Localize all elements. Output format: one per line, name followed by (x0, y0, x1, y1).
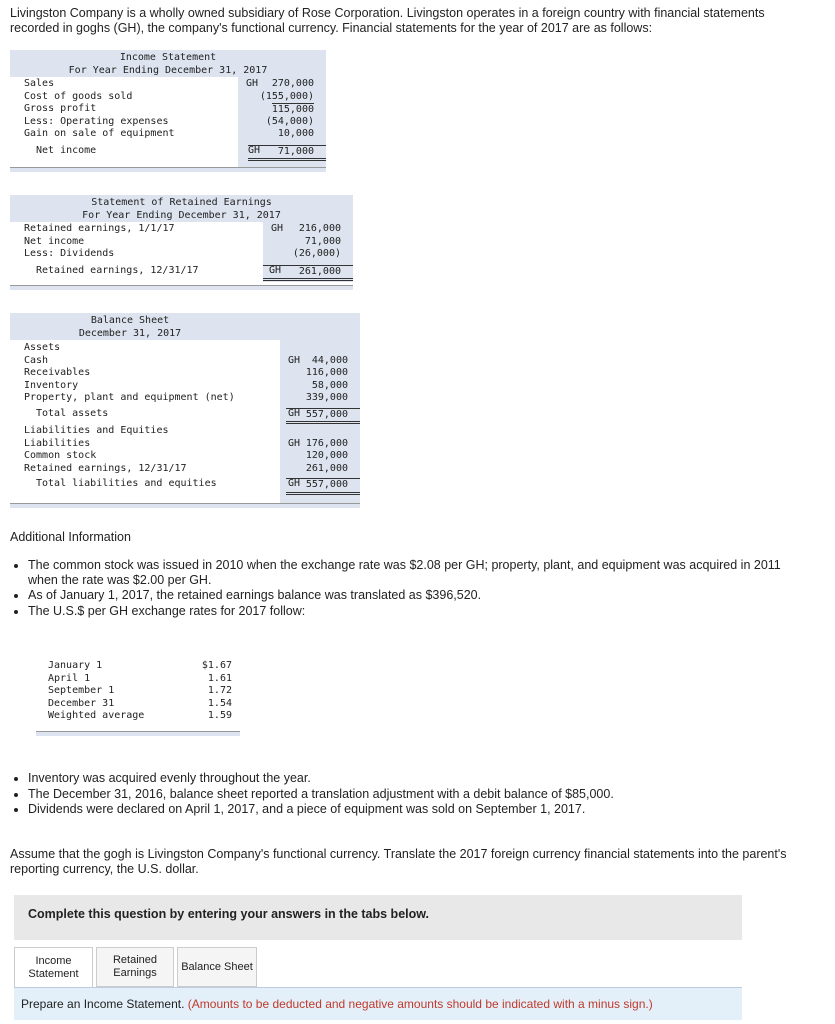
retained-earnings-subtitle: For Year Ending December 31, 2017 (82, 209, 281, 221)
question-box (14, 895, 742, 940)
retained-earnings-table (10, 195, 353, 277)
table-row: April 1 1.61 (48, 672, 232, 684)
additional-info-heading: Additional Information (10, 530, 131, 544)
tab-income-statement[interactable]: Income Statement (14, 947, 93, 987)
total-assets-row: Total assets GH 557,000 (10, 408, 360, 421)
table-row: Gross profit 115,000 (24, 103, 314, 115)
table-row: Liabilities GH 176,000 (24, 437, 348, 449)
table-row: Weighted average 1.59 (48, 710, 232, 721)
question-box-text: Complete this question by entering your answers in the tabs below. (28, 907, 429, 921)
table-row: Less: Operating expenses (54,000) (24, 115, 314, 127)
balance-sheet-table (10, 313, 360, 491)
table-row: Common stock 120,000 (24, 450, 348, 461)
table-row: Inventory 58,000 (24, 379, 348, 391)
retained-earnings-header (10, 195, 353, 223)
table-row: Gain on sale of equipment 10,000 (24, 128, 314, 139)
tab-balance-sheet[interactable]: Balance Sheet (177, 947, 257, 987)
list-item: • The common stock was issued in 2010 when the exchange rate was $2.08 per GH; property, plant, and equipment was acquired in 2011 when the rate was $2.00 per GH. (28, 558, 810, 587)
balance-sheet-subtitle: December 31, 2017 (78, 327, 182, 339)
table-row: Cost of goods sold (155,000) (24, 90, 314, 102)
liabilities-header: Liabilities and Equities (24, 425, 169, 436)
total-liabilities-row: Total liabilities and equities GH 557,000 (10, 478, 360, 491)
income-statement-subtitle: For Year Ending December 31, 2017 (68, 64, 268, 76)
table-row: Net income GH 71,000 (10, 145, 326, 158)
retained-earnings-title: Statement of Retained Earnings (91, 197, 272, 208)
assume-text: Assume that the gogh is Livingston Company's functional currency. Translate the 2017 foreign currency financial statements into the parent's reporting currency, the U.S. dollar. (10, 847, 787, 876)
balance-sheet-header (10, 313, 360, 341)
table-row: September 1 1.72 (48, 685, 232, 696)
list-item: • As of January 1, 2017, the retained earnings balance was translated as $396,520. (28, 588, 810, 603)
table-row: Cash GH 44,000 (24, 354, 348, 366)
list-item: • The December 31, 2016, balance sheet reported a translation adjustment with a debit balance of $85,000. (28, 787, 810, 802)
table-row: Retained earnings, 12/31/17 261,000 (24, 462, 348, 474)
table-row: January 1 $1.67 (48, 660, 232, 671)
table-row: Net income 71,000 (24, 235, 341, 247)
income-statement-title: Income Statement (119, 52, 217, 63)
table-row: Less: Dividends (26,000) (24, 248, 341, 259)
table-row: Receivables 116,000 (24, 367, 348, 378)
additional-info-bullets-2 (10, 771, 810, 818)
intro-text: Livingston Company is a wholly owned subsidiary of Rose Corporation. Livingston operates in a foreign country with financial statements recorded in goghs (GH), the company's functional currency. Financial statements for the year of 2017 are as follows: (10, 6, 765, 35)
table-row: Property, plant and equipment (net) 339,000 (24, 392, 348, 403)
list-item: • Dividends were declared on April 1, 2017, and a piece of equipment was sold on September 1, 2017. (28, 802, 810, 817)
instruction-bar (14, 987, 742, 1020)
balance-sheet-title: Balance Sheet (90, 315, 170, 326)
table-row: Sales GH 270,000 (24, 78, 314, 89)
instruction-note: (Amounts to be deducted and negative amounts should be indicated with a minus sign.) (187, 997, 653, 1011)
tab-retained-earnings[interactable]: Retained Earnings (96, 947, 174, 987)
additional-info-bullets (10, 558, 810, 619)
instruction-text: Prepare an Income Statement. (Amounts to be deducted and negative amounts should be indicated with a minus sign.) (21, 997, 653, 1011)
table-row: Retained earnings, 12/31/17 GH 261,000 (10, 265, 353, 278)
table-row: December 31 1.54 (48, 697, 232, 709)
income-statement-header (10, 50, 326, 78)
table-row: Retained earnings, 1/1/17 GH 216,000 (24, 223, 341, 234)
list-item: • The U.S.$ per GH exchange rates for 2017 follow: (28, 604, 810, 619)
income-statement-table (10, 50, 326, 157)
list-item: • Inventory was acquired evenly throughout the year. (28, 771, 810, 786)
assets-header: Assets (24, 342, 61, 353)
exchange-rates-table (36, 653, 240, 736)
